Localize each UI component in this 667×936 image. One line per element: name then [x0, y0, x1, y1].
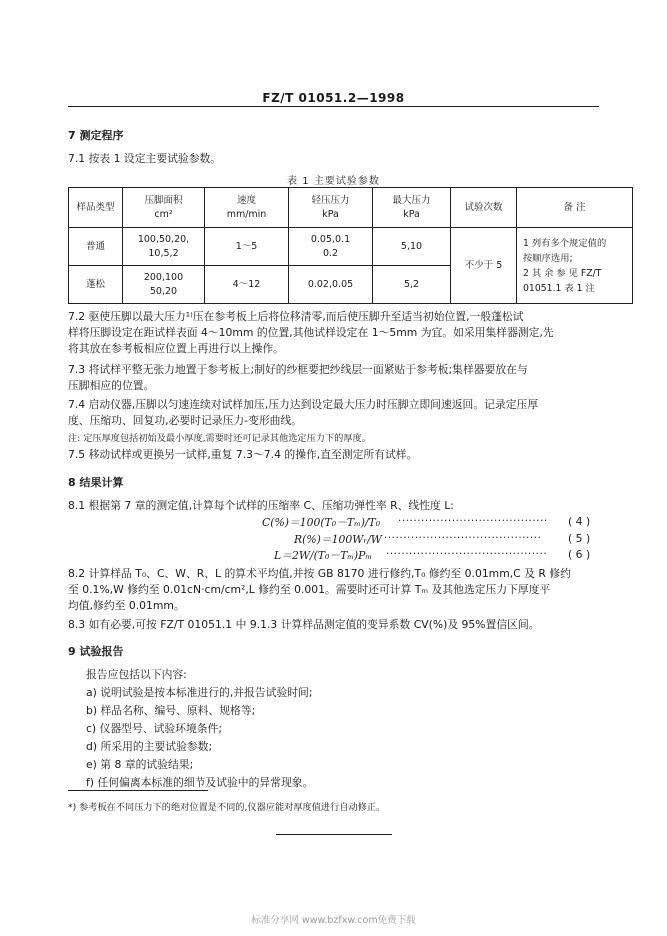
- page-header: FZ/T 01051.2—1998: [262, 91, 405, 105]
- th-sample-type: 样品类型: [69, 188, 123, 228]
- para-7-3-line2: 压脚相应的位置。: [68, 379, 155, 392]
- dots-6: ··········································: [386, 548, 548, 560]
- para-8-3: 8.3 如有必要,可按 FZ/T 01051.1 中 9.1.3 计算样品测定值的变异系数 CV(%)及 95%置信区间。: [68, 618, 540, 631]
- para-8-2-line3: 均值,修约至 0.01mm。: [68, 599, 185, 612]
- footnote-rule: [68, 790, 208, 791]
- para-7-4-line1: 7.4 启动仪器,压脚以匀速连续对试样加压,压力达到设定最大压力时压脚立即间速返回。记录定压厚: [68, 398, 539, 411]
- formula-6: L＝2W/(T₀－Tₘ)Pₘ: [274, 549, 373, 562]
- cell-area-normal: 100,50,20, 10,5,2: [123, 228, 205, 266]
- watermark: 标准分享网 www.bzfxw.com免费下载: [251, 915, 416, 926]
- th-speed: 速度 mm/min: [205, 188, 289, 228]
- section-8-title: 8 结果计算: [68, 476, 124, 489]
- report-intro: 报告应包括以下内容:: [86, 668, 187, 681]
- list-item: d) 所采用的主要试验参数;: [86, 740, 213, 753]
- cell-speed-normal: 1～5: [205, 228, 289, 266]
- para-8-1: 8.1 根据第 7 章的测定值,计算每个试样的压缩率 C、压缩功弹性率 R、线性度 L:: [68, 499, 454, 512]
- formula-4: C(%)＝100(T₀－Tₘ)/T₀: [262, 516, 381, 529]
- th-light-pressure: 轻压压力 kPa: [289, 188, 373, 228]
- eq-number-6: ( 6 ): [568, 548, 591, 561]
- list-item: b) 样品名称、编号、原料、规格等;: [86, 704, 256, 717]
- cell-type-bulky: 蓬松: [69, 266, 123, 304]
- cell-speed-bulky: 4～12: [205, 266, 289, 304]
- end-rule: [276, 834, 392, 835]
- para-7-1: 7.1 按表 1 设定主要试验参数。: [68, 152, 222, 165]
- eq-number-5: ( 5 ): [568, 532, 591, 545]
- list-item: e) 第 8 章的试验结果;: [86, 758, 194, 771]
- list-item: f) 任何偏离本标准的细节及试验中的异常现象。: [86, 776, 314, 789]
- th-remarks: 备 注: [517, 188, 633, 228]
- cell-remarks: 1 列有多个规定值的 按顺序选用; 2 其 余 参 见 FZ/T 01051.1 表 1 注: [517, 228, 633, 304]
- para-8-2-line1: 8.2 计算样品 T₀、C、W、R、L 的算术平均值,并按 GB 8170 进行修约,T₀ 修约至 0.01mm,C 及 R 修约: [68, 567, 571, 580]
- para-7-2-line2: 样将压脚设定在距试样表面 4～10mm 的位置,其他试样设定在 1～5mm 为宜。如采用集样器测定,先: [68, 326, 554, 339]
- th-max-pressure: 最大压力 kPa: [373, 188, 451, 228]
- table-header-row: [69, 188, 633, 228]
- table-row: [69, 228, 633, 266]
- para-7-4-line2: 度、压缩功、回复功,必要时记录压力-变形曲线。: [68, 414, 303, 427]
- cell-type-normal: 普通: [69, 228, 123, 266]
- para-7-5: 7.5 移动试样或更换另一试样,重复 7.3～7.4 的操作,直至测定所有试样。: [68, 448, 418, 461]
- cell-times: 不少于 5: [451, 228, 517, 304]
- para-8-2-line2: 至 0.1%,W 修约至 0.01cN·cm/cm²,L 修约至 0.001。需要时还可计算 Tₘ 及其他选定压力下厚度平: [68, 583, 551, 596]
- footnote: *) 参考板在不同压力下的绝对位置是不同的,仪器应能对厚度值进行自动修正。: [68, 802, 386, 813]
- cell-max-bulky: 5,2: [373, 266, 451, 304]
- para-7-3-line1: 7.3 将试样平整无张力地置于参考板上;制好的纱框要把纱线层一面紧贴于参考板;集样器要放在与: [68, 363, 528, 376]
- section-9-title: 9 试验报告: [68, 645, 124, 658]
- para-7-2-line1: 7.2 驱使压脚以最大压力¹⁾压在参考板上后将位移清零,而后使压脚升至适当初始位置,一般蓬松试: [68, 310, 524, 323]
- cell-light-bulky: 0.02,0.05: [289, 266, 373, 304]
- section-7-title: 7 测定程序: [68, 129, 124, 142]
- para-7-2-line3: 将其放在参考板相应位置上再进行以上操作。: [68, 342, 284, 355]
- cell-light-normal: 0.05,0.1 0.2: [289, 228, 373, 266]
- dots-4: ·······································: [398, 515, 548, 527]
- dots-5: ·········································: [384, 532, 542, 544]
- params-table: [68, 187, 633, 304]
- header-rule: [68, 106, 599, 107]
- table-caption: 表 1 主要试验参数: [287, 176, 380, 187]
- th-area: 压脚面积 cm²: [123, 188, 205, 228]
- th-times: 试验次数: [451, 188, 517, 228]
- formula-5: R(%)＝100Wᵣ/W: [294, 533, 382, 546]
- list-item: a) 说明试验是按本标准进行的,并报告试验时间;: [86, 686, 313, 699]
- cell-max-normal: 5,10: [373, 228, 451, 266]
- note-7-4: 注: 定压厚度包括初始及最小厚度,需要时还可记录其他选定压力下的厚度。: [68, 433, 371, 444]
- list-item: c) 仪器型号、试验环境条件;: [86, 722, 222, 735]
- cell-area-bulky: 200,100 50,20: [123, 266, 205, 304]
- eq-number-4: ( 4 ): [568, 515, 591, 528]
